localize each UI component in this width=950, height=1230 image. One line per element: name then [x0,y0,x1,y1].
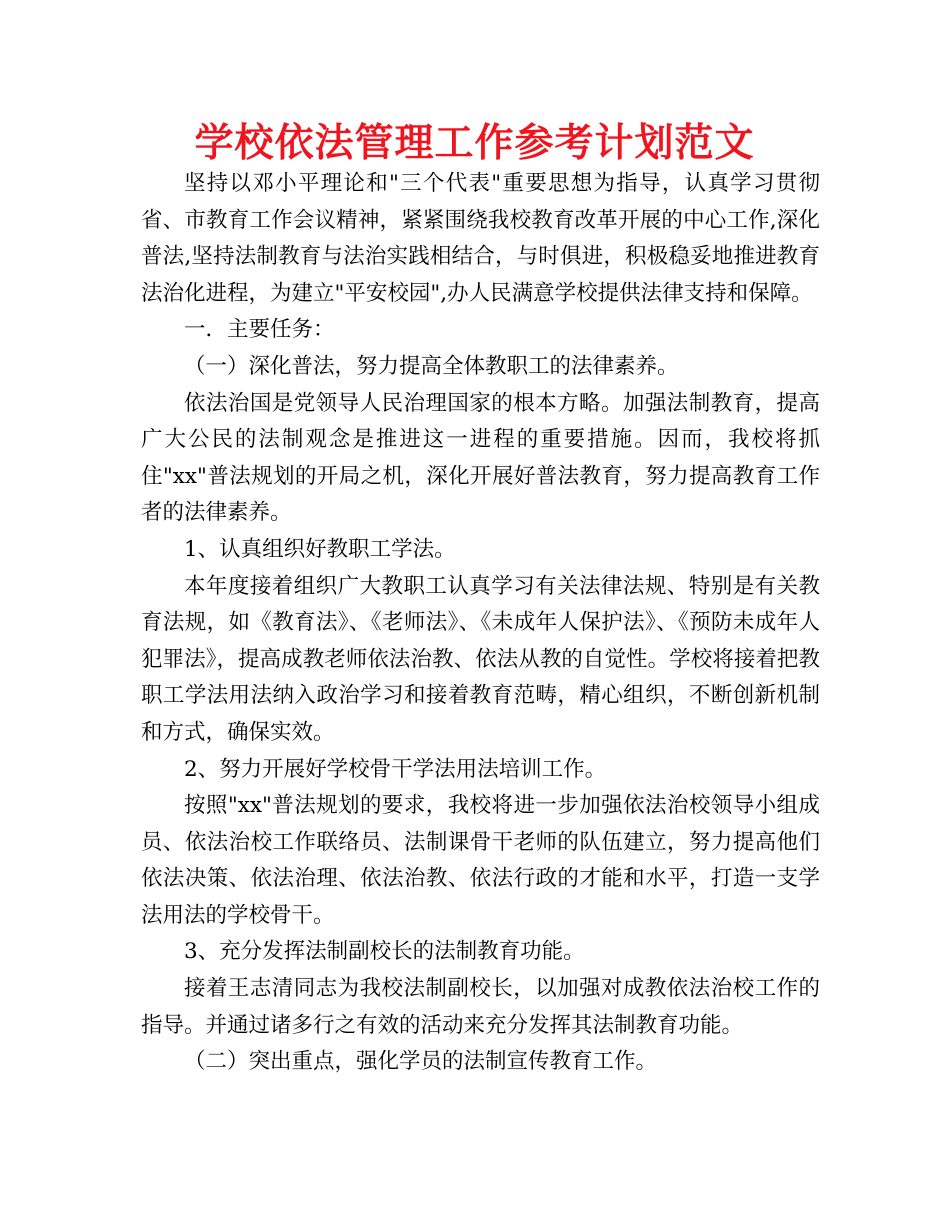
item-heading-2: 2、努力开展好学校骨干学法用法培训工作。 [184,756,607,782]
subsection-heading-1: （一）深化普法，努力提高全体教职工的法律素养。 [184,353,679,379]
item-heading-3: 3、充分发挥法制副校长的法制教育功能。 [184,939,585,965]
paragraph-vice-principal: 接着王志清同志为我校法制副校长，以加强对成教依法治校工作的指导。并通过诸多行之有效的活动来充分发挥其法制教育功能。 [141,976,820,1038]
subsection-heading-2: （二）突出重点，强化学员的法制宣传教育工作。 [184,1049,658,1075]
paragraph-staff-study: 本年度接着组织广大教职工认真学习有关法律法规、特别是有关教育法规，如《教育法》、《老师法》、《未成年人保护法》、《预防未成年人犯罪法》，提高成教老师依法治教、依法从教的自觉性。学校将接着把教职工学法用法纳入政治学习和接着教育范畴，精心组织，不断创新机制和方式，确保实效。 [141,573,820,745]
document-title: 学校依法管理工作参考计划范文 [194,121,755,166]
paragraph-backbone-training: 按照"xx"普法规划的要求，我校将进一步加强依法治校领导小组成员、依法治校工作联络员、法制课骨干老师的队伍建立，努力提高他们依法决策、依法治理、依法治教、依法行政的才能和水平，打造一支学法用法的学校骨干。 [141,793,820,928]
paragraph-intro: 坚持以邓小平理论和"三个代表"重要思想为指导，认真学习贯彻省、市教育工作会议精神，紧紧围绕我校教育改革开展的中心工作,深化普法,坚持法制教育与法治实践相结合，与时俱进，积极稳妥地推进教育法治化进程，为建立"平安校园",办人民满意学校提供法律支持和保障。 [141,171,820,306]
document-body [141,166,820,1081]
section-heading-main-tasks: 一．主要任务： [184,317,335,343]
item-heading-1: 1、认真组织好教职工学法。 [184,536,456,562]
paragraph-rule-of-law: 依法治国是党领导人民治理国家的根本方略。加强法制教育，提高广大公民的法制观念是推进这一进程的重要措施。因而，我校将抓住"xx"普法规划的开局之机，深化开展好普法教育，努力提高教育工作者的法律素养。 [141,390,820,526]
